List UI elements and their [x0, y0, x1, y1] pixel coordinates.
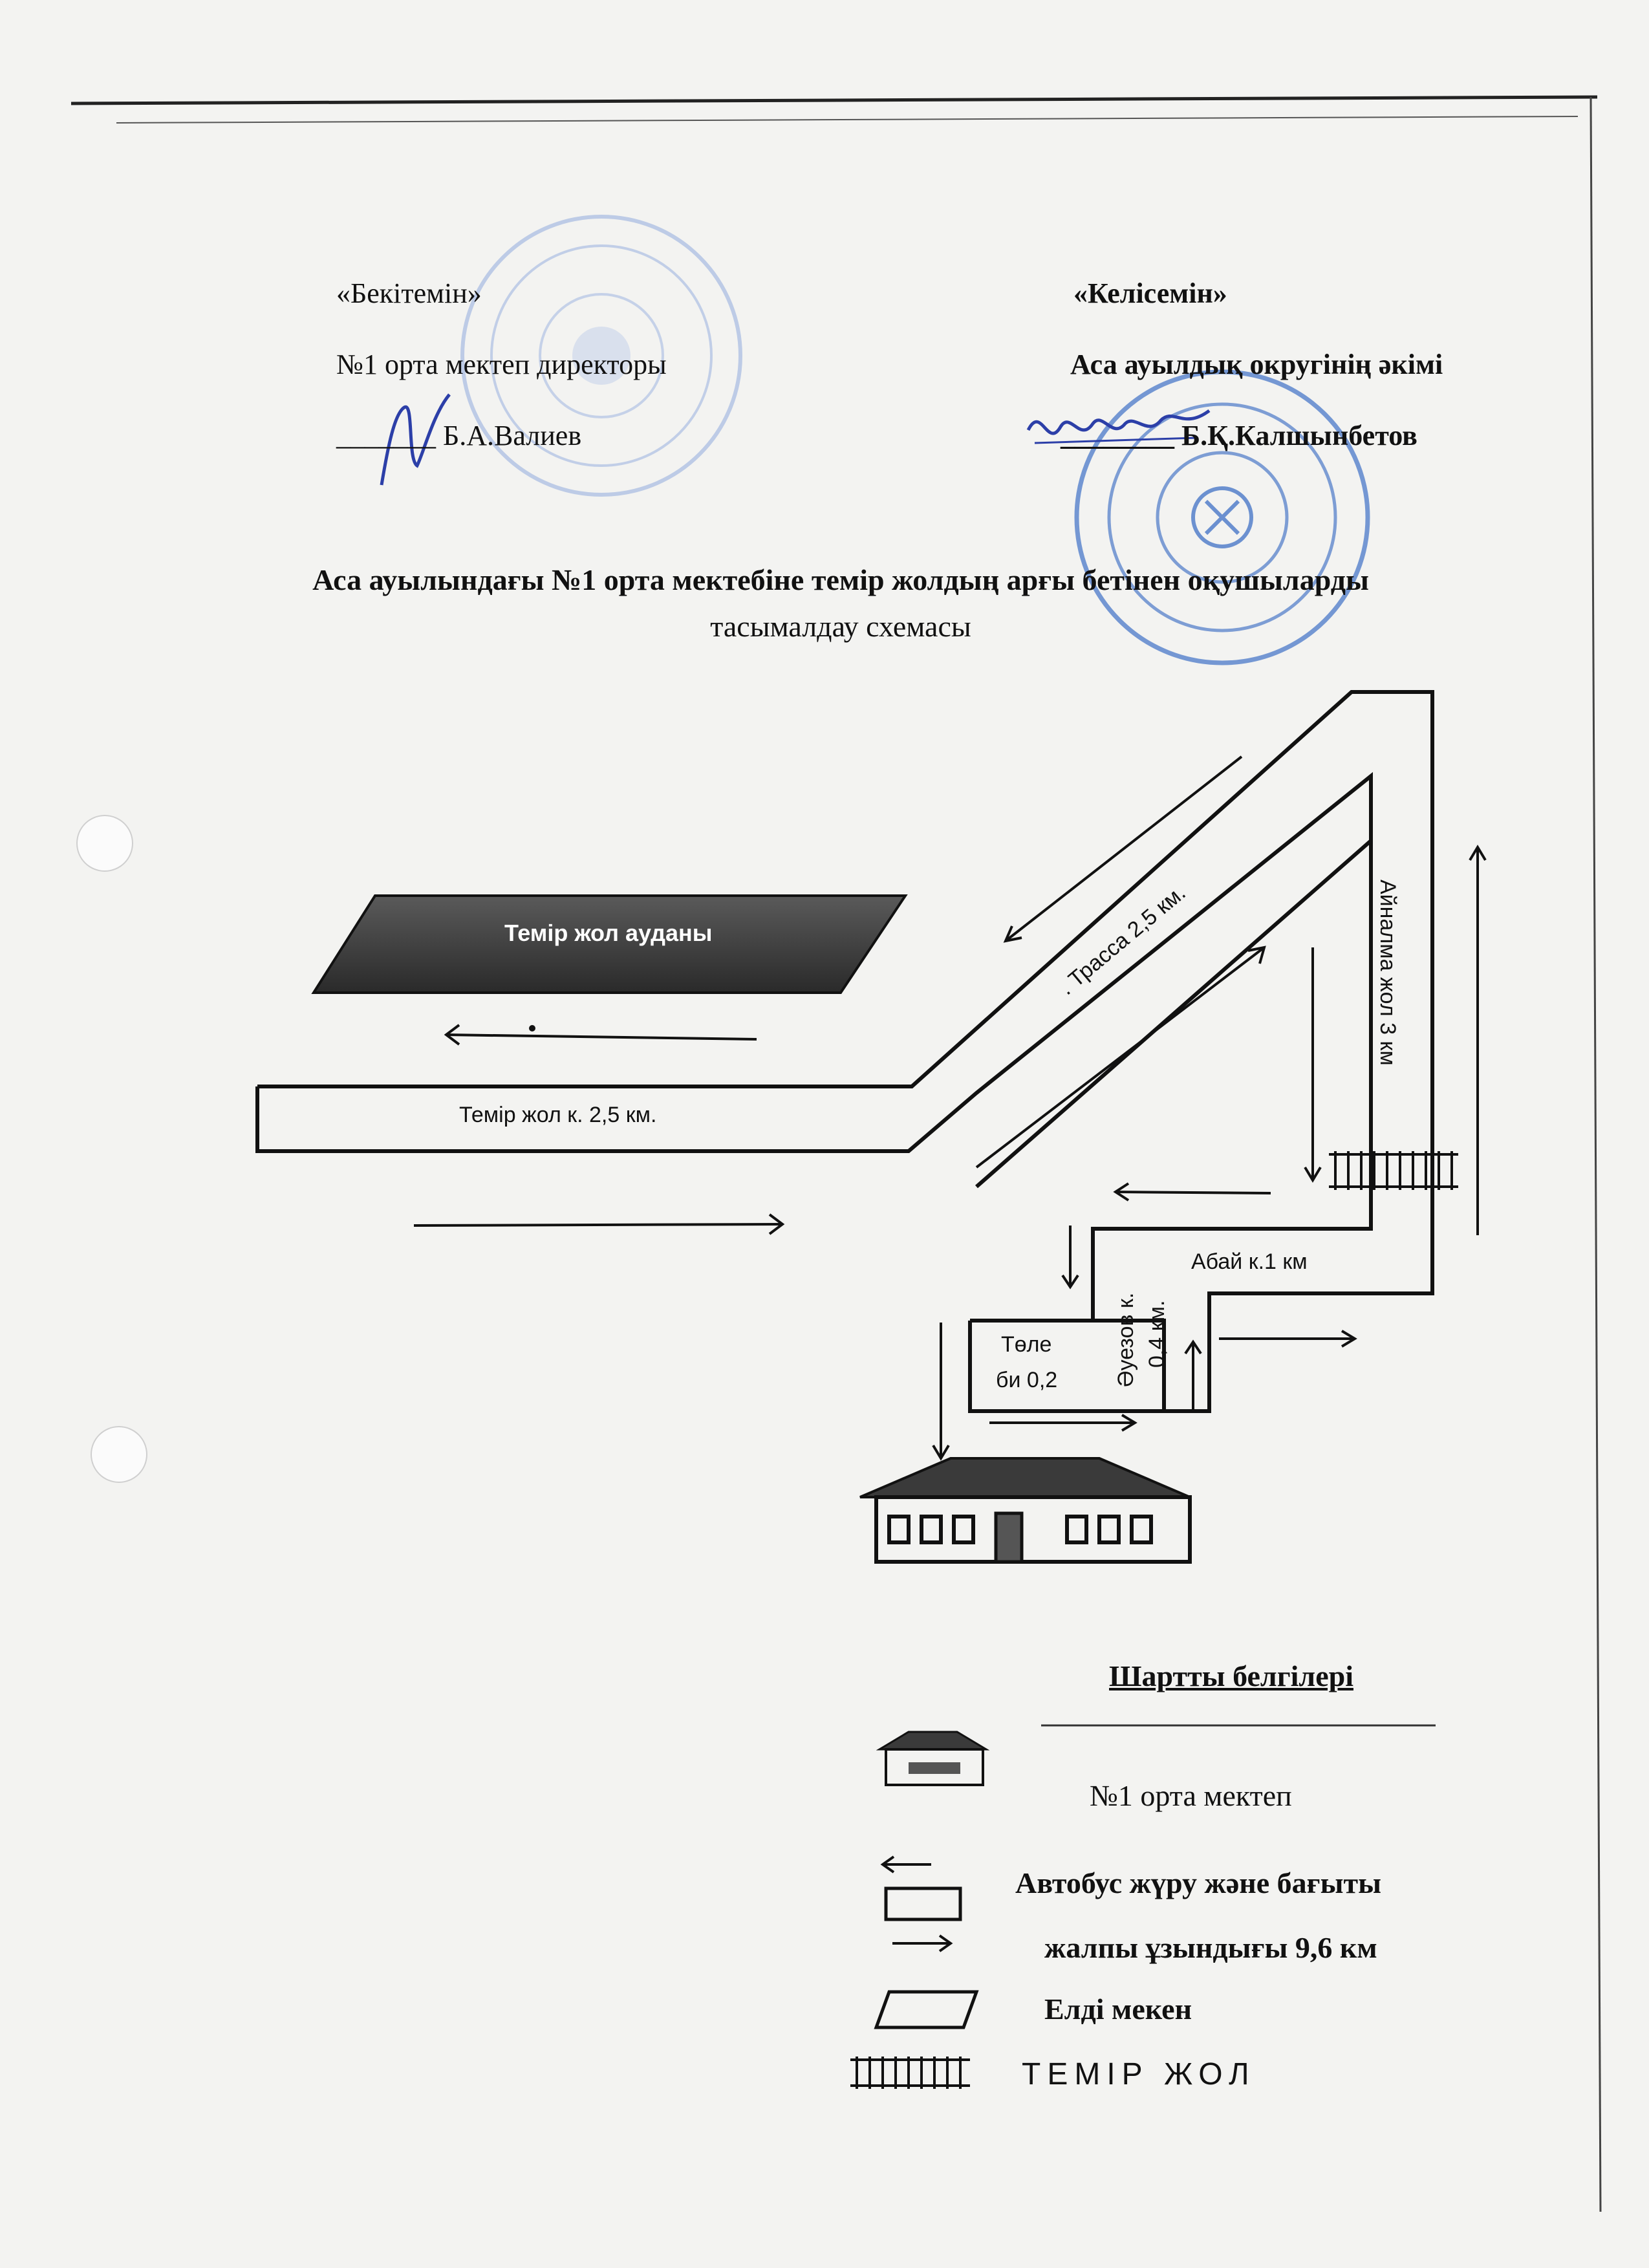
agree-position: Аса ауылдық округінің әкімі [1070, 349, 1443, 380]
approve-signer: _______ Б.А.Валиев [336, 420, 582, 451]
railway-area-label: Темір жол ауданы [504, 920, 713, 946]
settlement-icon [873, 1989, 983, 2034]
railway-street-label: Темір жол к. 2,5 км. [459, 1103, 657, 1127]
ring-road-label: Айналма жол 3 км [1375, 880, 1400, 1066]
agree-title: «Келісемін» [1073, 277, 1227, 309]
legend-total-length-label: жалпы ұзындығы 9,6 км [1044, 1931, 1377, 1964]
document-title-line2: тасымалдау схемасы [710, 610, 971, 643]
legend-railway-label: ТЕМІР ЖОЛ [1022, 2057, 1256, 2091]
road-outline-inner [257, 776, 1371, 1321]
document-title-line1: Аса ауылындағы №1 орта мектебіне темір жолдың арғы бетінен оқушыларды [312, 563, 1369, 596]
school-icon [876, 1727, 993, 1791]
bus-route-icon [879, 1846, 976, 1956]
legend-heading: Шартты белгілері [1109, 1659, 1353, 1692]
legend-divider [1041, 1723, 1442, 1727]
railway-crossing [1329, 1151, 1458, 1190]
tole-bi-label-2: би 0,2 [996, 1368, 1058, 1392]
railway-icon [847, 2053, 976, 2092]
legend-settlement-label: Елді мекен [1044, 1993, 1192, 2025]
highway-label: . Трасса 2,5 км. [1054, 880, 1191, 1000]
legend-school-label: №1 орта мектеп [1090, 1779, 1292, 1812]
legend-bus-route-label: Автобус жүру және бағыты [1015, 1866, 1381, 1899]
auezov-street-label-2: 0,4 км. [1145, 1300, 1169, 1368]
road-outline-outer [257, 692, 1432, 1411]
approve-position: №1 орта мектеп директоры [336, 349, 667, 380]
school-building [860, 1458, 1190, 1562]
abai-street-label: Абай к.1 км [1191, 1249, 1308, 1274]
auezov-street-label-1: Әуезов к. [1114, 1292, 1138, 1387]
agree-signer: ________ Б.Қ.Калшынбетов [1061, 420, 1417, 451]
tole-bi-label-1: Төле [1001, 1332, 1052, 1357]
approve-title: «Бекітемін» [336, 277, 482, 309]
